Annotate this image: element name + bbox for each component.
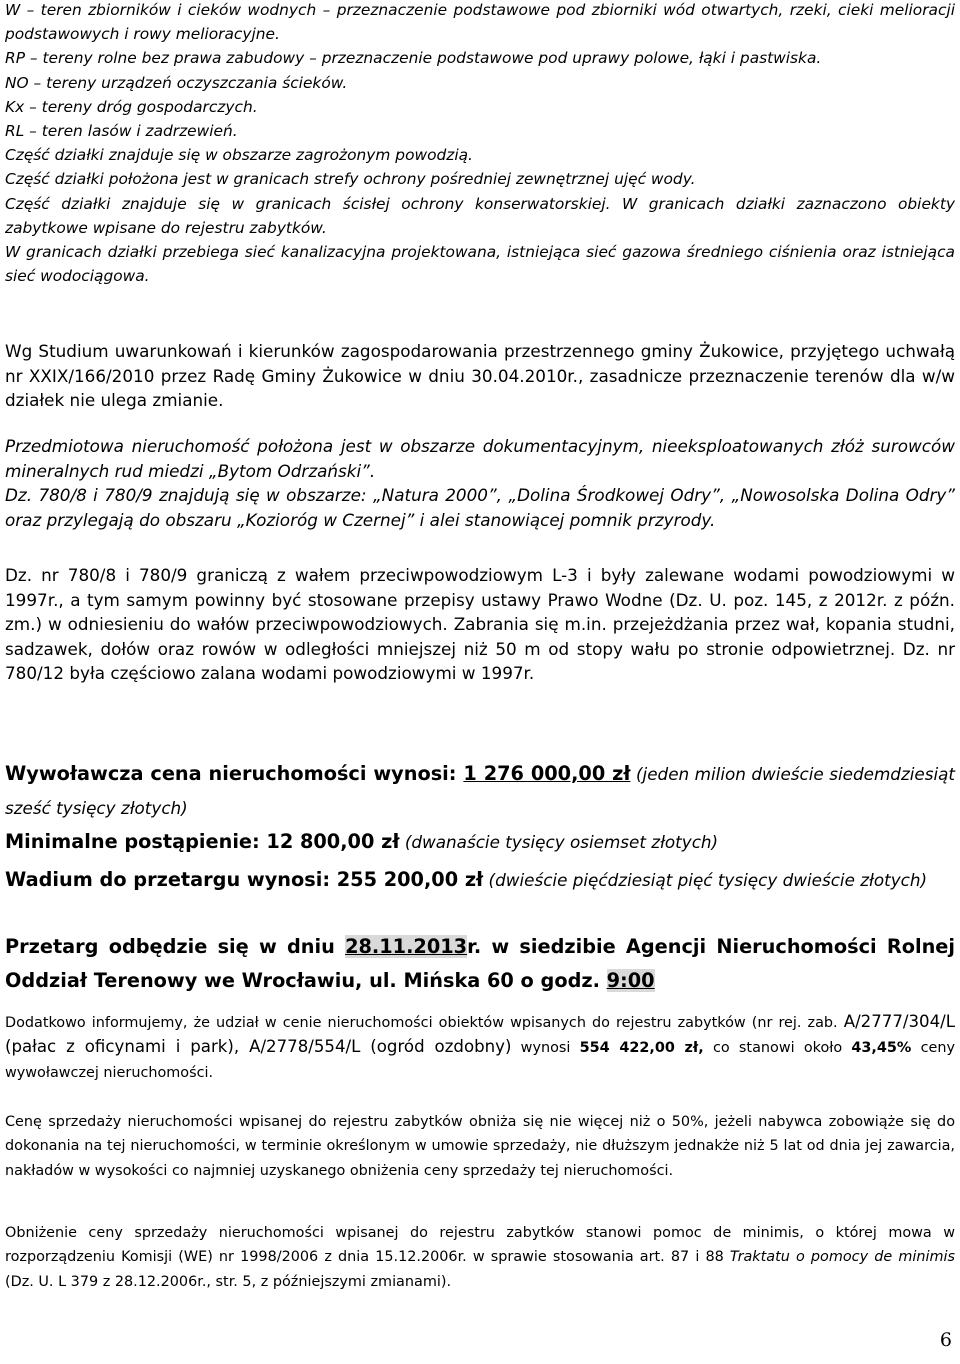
starting-price-paragraph xyxy=(5,757,955,825)
heritage-text-1: Dodatkowo informujemy, że udział w cenie nieruchomości obiektów wpisanych do rejestru zabytków (nr rej. zab. xyxy=(5,1015,844,1031)
utilities-note: W granicach działki przebiega sieć kanalizacyjna projektowana, istniejąca sieć gazowa średniego ciśnienia oraz istniejąca sieć wodociągowa. xyxy=(5,243,955,286)
de-minimis-treaty: Traktatu o pomocy de minimis xyxy=(729,1249,955,1266)
wadium-words: (dwieście pięćdziesiąt pięć tysięcy dwieście złotych) xyxy=(483,870,928,890)
heritage-amount: 554 422,00 zł, xyxy=(579,1040,704,1057)
minimum-bid-paragraph xyxy=(5,825,718,859)
price-discount-paragraph: Cenę sprzedaży nieruchomości wpisanej do rejestru zabytków obniża się nie więcej niż o 50%, jeżeli nabywca zobowiąże się do dokonania na tej nieruchomości, w terminie określonym w umowie sprzedaży, nie dłuższym jednakże niż 5 lat od dnia jej zawarcia, nakładów w wysokości co najmniej uzyskanego obniżenia ceny sprzedaży tej nieruchomości. xyxy=(5,1114,955,1179)
zoning-line-rl: RL – teren lasów i zadrzewień. xyxy=(5,122,238,141)
de-minimis-text-1: Obniżenie ceny sprzedaży nieruchomości wpisanej do rejestru zabytków stanowi pomoc de minimis, o której mowa w rozporządzeniu Komisji (WE) nr 1998/2006 z dnia 15.12.2006r. w sprawie stosowania art. 87 i 88 xyxy=(5,1225,955,1266)
heritage-text-4: ceny wywoławczej nieruchomości. xyxy=(5,1040,955,1081)
de-minimis-text-2: (Dz. U. L 379 z 28.12.2006r., str. 5, z późniejszymi zmianami). xyxy=(5,1273,452,1290)
starting-price-words: (jeden milion dwieście siedemdziesiąt sześć tysięcy złotych) xyxy=(5,764,956,818)
page-number: 6 xyxy=(939,1329,952,1351)
heritage-share-paragraph xyxy=(5,1010,955,1085)
starting-price-amount: 1 276 000,00 zł xyxy=(463,762,631,785)
zoning-line-kx: Kx – tereny dróg gospodarczych. xyxy=(5,97,258,116)
mineral-deposit-paragraph: Przedmiotowa nieruchomość położona jest w obszarze dokumentacyjnym, nieeksploatowanych złóż surowców mineralnych rud miedzi „Bytom Odrzański”. xyxy=(5,436,955,481)
deposit-wadium-paragraph xyxy=(5,863,927,897)
zoning-line-no: NO – tereny urządzeń oczyszczania ścieków. xyxy=(5,73,348,92)
heritage-registry-numbers: A/2777/304/L (pałac z oficynami i park), A/2778/554/L (ogród ozdobny) xyxy=(5,1012,955,1057)
minimum-bid-words: (dwanaście tysięcy osiemset złotych) xyxy=(399,832,719,852)
zoning-designations xyxy=(5,0,955,288)
auction-date: 28.11.2013 xyxy=(345,935,468,958)
de-minimis-paragraph xyxy=(5,1221,955,1294)
auction-date-paragraph xyxy=(5,930,955,998)
flood-embankment-paragraph: Dz. nr 780/8 i 780/9 graniczą z wałem przeciwpowodziowym L-3 i były zalewane wodami powodziowymi w 1997r., a tym samym powinny być stosowane przepisy ustawy Prawo Wodne (Dz. U. poz. 145, z 2012r. z późn. zm.) w odniesieniu do wałów przeciwpowodziowych. Zabrania się m.in. przejeżdżania przez wał, kopania studni, sadzawek, dołów oraz rowów w odległości mniejszej niż 50 m od stopy wału po stronie odpowietrznej. Dz. nr 780/12 była częściowo zalana wodami powodziowymi w 1997r. xyxy=(5,565,955,684)
flood-risk-note: Część działki znajduje się w obszarze zagrożonym powodzią. xyxy=(5,146,473,165)
heritage-text-2: wynosi xyxy=(511,1040,580,1057)
water-protection-note: Część działki położona jest w granicach strefy ochrony pośredniej zewnętrznej ujęć wody. xyxy=(5,170,696,189)
minimum-bid-label: Minimalne postąpienie: 12 800,00 zł xyxy=(5,830,400,853)
conservation-note: Część działki znajduje się w granicach ścisłej ochrony konserwatorskiej. W granicach działki zaznaczono obiekty zabytkowe wpisane do rejestru zabytków. xyxy=(5,194,955,237)
zoning-line-w: W – teren zbiorników i cieków wodnych – przeznaczenie podstawowe pod zbiorniki wód otwartych, rzeki, cieki melioracji podstawowych i rowy melioracyjne. xyxy=(5,1,955,44)
heritage-text-3: co stanowi około xyxy=(703,1040,852,1057)
starting-price-label: Wywoławcza cena nieruchomości wynosi: xyxy=(5,762,464,785)
zoning-line-rp: RP – tereny rolne bez prawa zabudowy – przeznaczenie podstawowe pod uprawy polowe, łąki i pastwiska. xyxy=(5,49,822,68)
wadium-label: Wadium do przetargu wynosi: 255 200,00 zł xyxy=(5,868,484,891)
studium-paragraph: Wg Studium uwarunkowań i kierunków zagospodarowania przestrzennego gminy Żukowice, przyjętego uchwałą nr XXIX/166/2010 przez Radę Gminy Żukowice w dniu 30.04.2010r., zasadnicze przeznaczenie terenów dla w/w działek nie ulega zmianie. xyxy=(5,341,955,411)
heritage-percent: 43,45% xyxy=(851,1040,912,1057)
auction-time: 9:00 xyxy=(606,969,655,992)
auction-location: r. w siedzibie Agencji Nieruchomości Rolnej Oddział Terenowy we Wrocławiu, ul. Mińska 60 o godz. xyxy=(5,935,955,992)
natura-paragraph: Dz. 780/8 i 780/9 znajdują się w obszarze: „Natura 2000”, „Dolina Środkowej Odry”, „Nowosolska Dolina Odry” oraz przylegają do obszaru „Kozioróg w Czernej” i alei stanowiącej pomnik przyrody. xyxy=(5,485,955,530)
auction-prefix: Przetarg odbędzie się w dniu xyxy=(5,935,346,958)
